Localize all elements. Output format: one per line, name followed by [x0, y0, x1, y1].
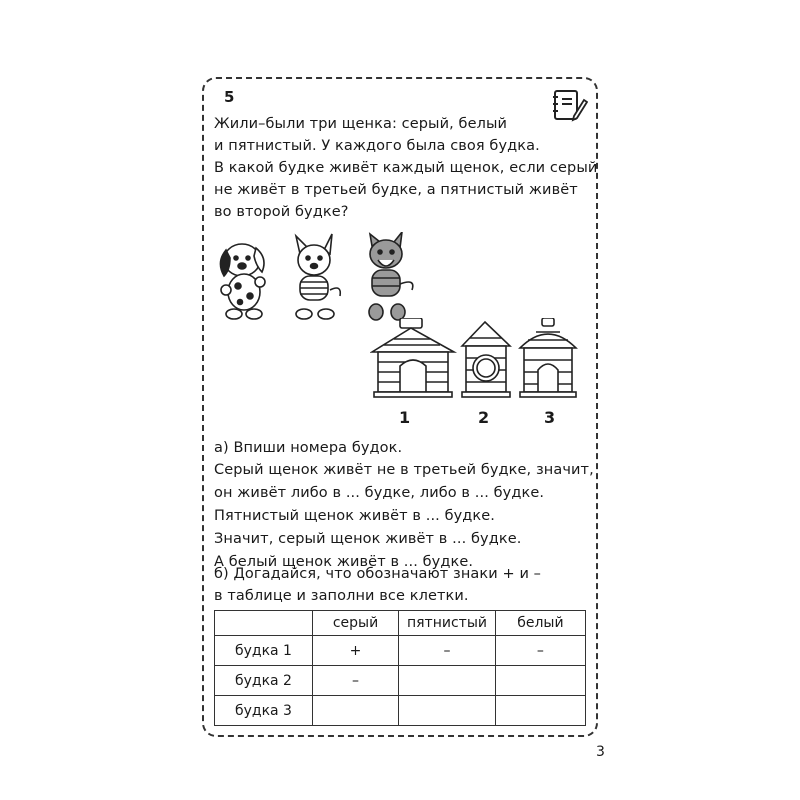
- puppies-illustration: [212, 232, 422, 324]
- table-cell[interactable]: –: [399, 636, 496, 666]
- dog-house-1-icon: [372, 318, 454, 397]
- table-header-cell: белый: [495, 611, 585, 636]
- table-cell[interactable]: [495, 696, 585, 726]
- table-row: [215, 636, 586, 666]
- part-a-line: Серый щенок живёт не в третьей будке, значит,: [214, 462, 594, 478]
- house-number-1: 1: [399, 408, 411, 427]
- intro-line: В какой будке живёт каждый щенок, если серый: [214, 160, 598, 176]
- gray-puppy-icon: [369, 232, 413, 320]
- table-cell[interactable]: +: [312, 636, 398, 666]
- part-b-text: [214, 563, 541, 607]
- part-a-heading: а) Впиши номера будок.: [214, 440, 403, 456]
- part-b-line: б) Догадайся, что обозначают знаки + и –: [214, 566, 542, 582]
- table-header-cell: серый: [312, 611, 398, 636]
- table-cell[interactable]: [495, 666, 585, 696]
- white-puppy-icon: [296, 234, 340, 319]
- row-label: будка 2: [215, 666, 313, 696]
- table-header-row: [215, 611, 586, 636]
- intro-line: не живёт в третьей будке, а пятнистый живёт: [214, 182, 578, 198]
- part-a-line: Пятнистый щенок живёт в ... будке.: [214, 508, 496, 524]
- intro-line: во второй будке?: [214, 204, 349, 220]
- page-number: 3: [596, 744, 605, 760]
- table-cell[interactable]: –: [312, 666, 398, 696]
- row-label: будка 1: [215, 636, 313, 666]
- part-a-line: он живёт либо в ... будке, либо в ... будке.: [214, 485, 545, 501]
- table-cell[interactable]: [312, 696, 398, 726]
- intro-line: Жили–были три щенка: серый, белый: [214, 116, 508, 132]
- dog-house-3-icon: [520, 318, 576, 397]
- task-intro: [214, 113, 597, 223]
- answer-table: [214, 610, 586, 726]
- table-cell[interactable]: –: [495, 636, 585, 666]
- house-number-2: 2: [478, 408, 490, 427]
- row-label: будка 3: [215, 696, 313, 726]
- dog-houses-illustration: [370, 318, 586, 398]
- table-cell: [215, 611, 313, 636]
- intro-line: и пятнистый. У каждого была своя будка.: [214, 138, 540, 154]
- house-number-3: 3: [544, 408, 556, 427]
- task-number: 5: [224, 88, 235, 106]
- table-cell[interactable]: [399, 666, 496, 696]
- part-a-line: А белый щенок живёт в ... будке.: [214, 554, 474, 570]
- part-a-line: Значит, серый щенок живёт в ... будке.: [214, 531, 522, 547]
- table-row: [215, 666, 586, 696]
- dog-house-2-icon: [462, 322, 510, 397]
- table-row: [215, 696, 586, 726]
- part-b-line: в таблице и заполни все клетки.: [214, 588, 469, 604]
- table-cell[interactable]: [399, 696, 496, 726]
- spotted-puppy-icon: [220, 244, 265, 319]
- table-header-cell: пятнистый: [399, 611, 496, 636]
- part-a-body: [214, 459, 594, 574]
